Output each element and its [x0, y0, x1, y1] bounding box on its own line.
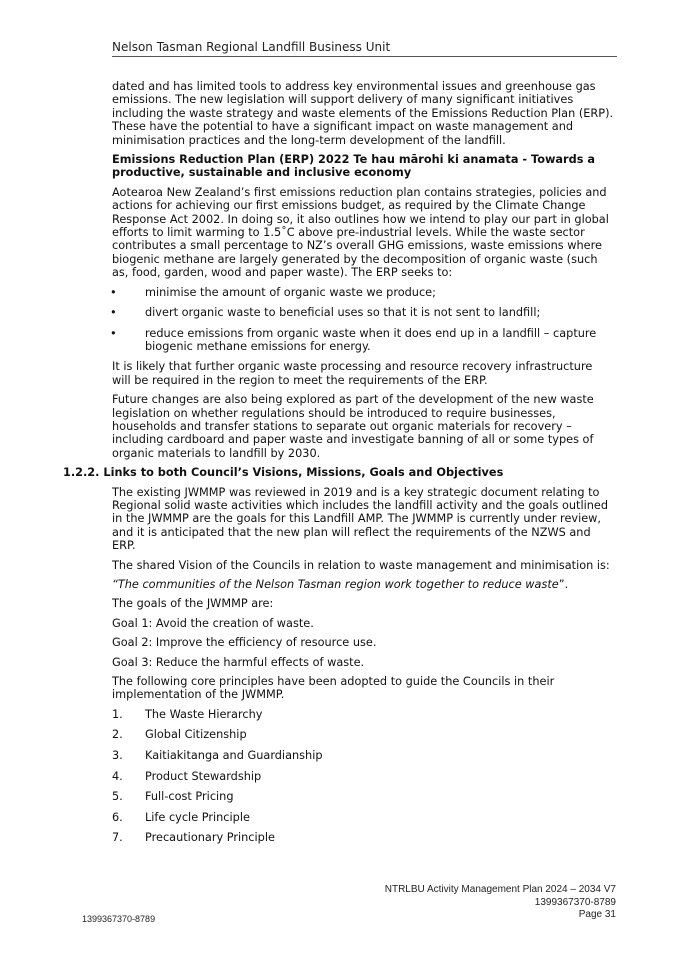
page-number: Page 31 — [578, 909, 616, 920]
bullet-icon: • — [110, 285, 117, 299]
header-rule — [112, 56, 617, 57]
list-item: 7. Precautionary Principle — [112, 831, 275, 845]
list-item: 3. Kaitiakitanga and Guardianship — [112, 749, 323, 763]
list-item: • minimise the amount of organic waste we produce; — [110, 285, 436, 299]
vision-quote: “The communities of the Nelson Tasman region work together to reduce waste”. — [112, 578, 569, 591]
running-header: Nelson Tasman Regional Landfill Business Unit — [112, 40, 391, 54]
erp-heading: Emissions Reduction Plan (ERP) 2022 Te hau mārohi ki anamata - Towards a productive, sustainable and inclusive economy — [112, 153, 595, 180]
list-item: • divert organic waste to beneficial uses so that it is not sent to landfill; — [110, 306, 541, 320]
intro-paragraph: dated and has limited tools to address key environmental issues and greenhouse gas emissions. The new legislation will support delivery of many significant initiatives including the waste strategy and waste elements of the Emissions Reduction Plan (ERP). These have the potential to have a significant impact on waste management and minimisation practices and the long-term development of the landfill. — [112, 80, 614, 147]
footer-doc-id: 1399367370-8789 — [534, 896, 616, 908]
vision-intro: The shared Vision of the Councils in relation to waste management and minimisation is: — [112, 558, 610, 572]
goals-intro: The goals of the JWMMP are: — [112, 597, 274, 611]
footer-plan-title: NTRLBU Activity Management Plan 2024 – 2034 V7 — [384, 884, 616, 895]
footer-left-id: 1399367370-8789 — [82, 914, 156, 924]
section-title: Links to both Council’s Visions, Missions, Goals and Objectives — [103, 466, 504, 480]
list-item: • reduce emissions from organic waste when it does end up in a landfill – capture biogenic methane emissions for energy. — [110, 326, 597, 353]
principles-list — [112, 708, 614, 845]
principles-intro: The following core principles have been adopted to guide the Councils in their implementation of the JWMMP. — [112, 675, 555, 702]
list-item: 2. Global Citizenship — [112, 728, 247, 742]
list-item: 5. Full-cost Pricing — [112, 790, 234, 804]
list-item: 4. Product Stewardship — [112, 769, 262, 783]
bullet-icon: • — [110, 306, 117, 320]
future-changes-paragraph: Future changes are also being explored as part of the development of the new waste legislation on whether regulations should be introduced to require businesses, households and transfer stations to separate out organic materials for recovery – including cardboard and paper waste and investigate banning of all or some types of organic materials to landfill by 2030. — [112, 393, 594, 460]
section-heading — [63, 466, 614, 479]
erp-bullet-list — [112, 286, 614, 354]
erp-paragraph: Aotearoa New Zealand’s first emissions reduction plan contains strategies, policies and actions for achieving our first emissions budget, as required by the Climate Change Response Act 2002. In doing so, it also outlines how we intend to play our part in global efforts to limit warming to 1.5˚C above pre-industrial levels. While the waste sector contributes a small percentage to NZ’s overall GHG emissions, waste emissions where biogenic methane are largely generated by the decomposition of organic waste (such as, food, garden, wood and paper waste). The ERP seeks to: — [112, 185, 609, 280]
page-content — [63, 80, 614, 852]
infrastructure-paragraph: It is likely that further organic waste processing and resource recovery infrastructure will be required in the region to meet the requirements of the ERP. — [112, 360, 593, 387]
bullet-icon: • — [110, 326, 117, 340]
section-number: 1.2.2. — [63, 466, 100, 480]
goal-2: Goal 2: Improve the efficiency of resource use. — [112, 636, 377, 650]
list-item: 1. The Waste Hierarchy — [112, 707, 263, 721]
list-item: 6. Life cycle Principle — [112, 810, 250, 824]
jwmmp-paragraph: The existing JWMMP was reviewed in 2019 and is a key strategic document relating to Regional solid waste activities which includes the landfill activity and the goals outlined in the JWMMP are the goals for this Landfill AMP. The JWMMP is currently under review, and it is anticipated that the new plan will reflect the requirements of the NZWS and ERP. — [112, 485, 608, 553]
goal-1: Goal 1: Avoid the creation of waste. — [112, 616, 314, 630]
page-footer — [385, 884, 616, 922]
goal-3: Goal 3: Reduce the harmful effects of waste. — [112, 655, 365, 669]
